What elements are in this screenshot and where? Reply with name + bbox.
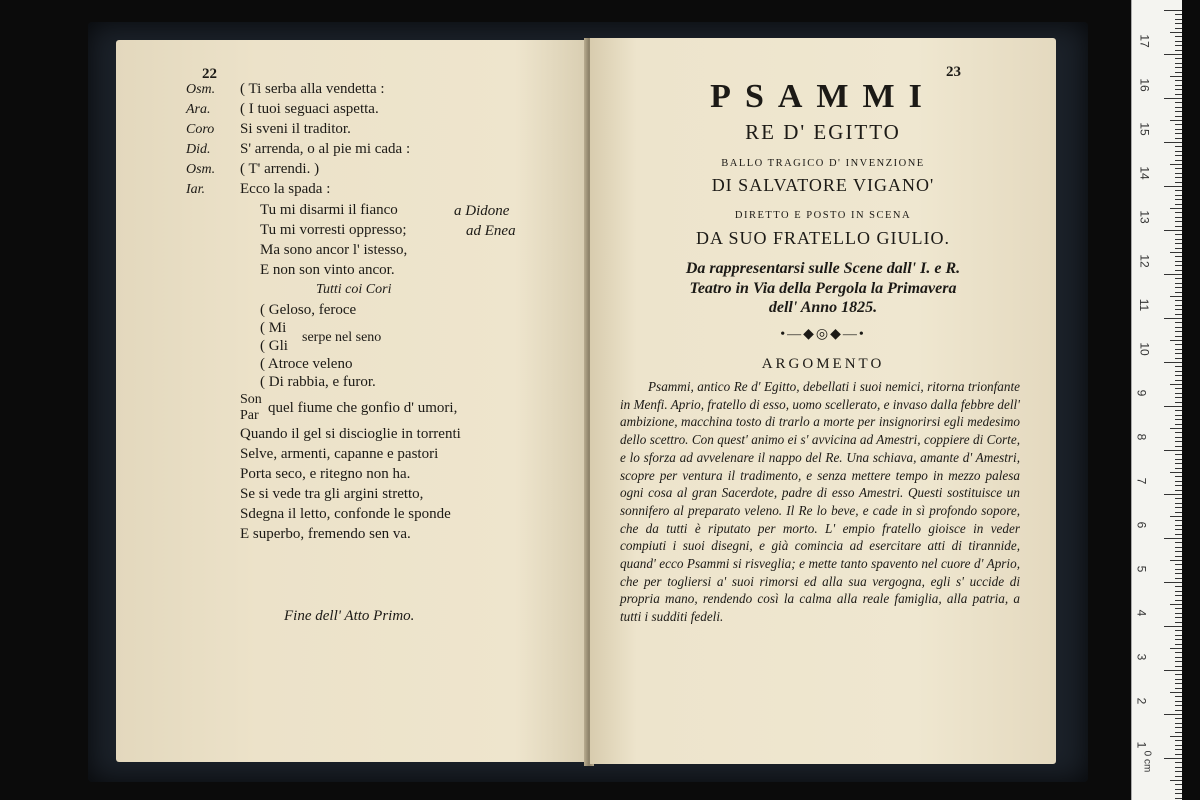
- ruler-tick: [1175, 248, 1182, 249]
- ruler-tick: [1175, 468, 1182, 469]
- ruler-tick: [1175, 41, 1182, 42]
- ruler-tick: [1175, 644, 1182, 645]
- ruler-tick: [1170, 604, 1182, 605]
- ruler-number: 15: [1137, 122, 1152, 136]
- ruler-tick: [1175, 534, 1182, 535]
- ruler-tick: [1170, 164, 1182, 165]
- ruler-tick: [1175, 723, 1182, 724]
- verse-line: Par: [240, 408, 259, 423]
- ruler-tick: [1175, 309, 1182, 310]
- ruler-tick: [1170, 296, 1182, 297]
- ruler-tick: [1175, 72, 1182, 73]
- verse-line: E superbo, fremendo sen va.: [240, 526, 411, 542]
- stage-direction: ad Enea: [466, 223, 516, 239]
- ruler-tick: [1175, 767, 1182, 768]
- ruler-tick: [1164, 318, 1182, 319]
- ruler-number: 7: [1134, 477, 1149, 485]
- ruler-tick: [1175, 14, 1182, 15]
- ruler-tick: [1175, 630, 1182, 631]
- speaker-label: Iar.: [186, 182, 206, 197]
- right-page: [590, 38, 1056, 764]
- ruler-tick: [1175, 740, 1182, 741]
- ruler-number: 10: [1137, 342, 1152, 356]
- verse-line: ( Mi: [260, 320, 287, 336]
- ruler-tick: [1175, 204, 1182, 205]
- ruler-tick: [1175, 424, 1182, 425]
- ruler-tick: [1170, 472, 1182, 473]
- ruler-tick: [1175, 305, 1182, 306]
- ruler-tick: [1175, 762, 1182, 763]
- ruler-tick: [1175, 578, 1182, 579]
- ruler-tick: [1175, 556, 1182, 557]
- ruler-tick: [1175, 529, 1182, 530]
- ruler-tick: [1175, 463, 1182, 464]
- ruler-tick: [1175, 388, 1182, 389]
- ruler-tick: [1175, 793, 1182, 794]
- ruler-tick: [1175, 94, 1182, 95]
- ruler-number: 13: [1137, 210, 1152, 224]
- ruler-tick: [1175, 652, 1182, 653]
- ruler-tick: [1164, 538, 1182, 539]
- ruler-tick: [1170, 736, 1182, 737]
- ruler-number: 4: [1134, 609, 1149, 617]
- ruler-tick: [1175, 569, 1182, 570]
- ruler-tick: [1175, 705, 1182, 706]
- ruler-tick: [1175, 710, 1182, 711]
- ruler-tick: [1175, 336, 1182, 337]
- ruler-tick: [1175, 67, 1182, 68]
- ruler-tick: [1175, 498, 1182, 499]
- title: PSAMMI: [710, 78, 936, 115]
- direction-line: DIRETTO E POSTO IN SCENA: [734, 210, 912, 221]
- ruler-tick: [1175, 661, 1182, 662]
- ruler-tick: [1175, 287, 1182, 288]
- ruler-tick: [1175, 160, 1182, 161]
- argument-paragraph: Psammi, antico Re d' Egitto, debellati i suoi nemici, ritorna trionfante in Menfi. Aprio, fratello di esso, uomo scellerato, e invaso dalla febbre dell' ambizione, macchina tosto di trarlo a morte per insignorirsi egli medesimo dello scettro. Con quest' animo ei s' avvicina ad Amestri, coppiere di Corte, e lo sforza ad avvelenare il nappo del Re. Una schiava, amante d' Amestri, scopre per ventura il tradimento, e senza mettere tempo in mezzo palesa ogni cosa al gran Sacerdote, padre di esso Amestri. Questi sostituisce un sonnifero al preparato veleno. Il Re lo beve, e cade in sì profondo sopore, che da tutti è riputato per morto. L' empio fratello gioisce in veder compiuti i suoi disegni, e già comincia ad esercitare atti di tirannide, quand' ecco Psammi si risveglia; e mette tanto spavento nel cuore d' Aprio, che per togliersi a' suoi rimorsi ed alla sua vergogna, egli s' uccide di propria mano, rendendo così la calma alla reale famiglia, alla patria, a tutti i sudditi fedeli.: [620, 379, 1020, 625]
- verse-line: ( Di rabbia, e furor.: [260, 374, 376, 390]
- ruler-tick: [1175, 102, 1182, 103]
- ruler-tick: [1175, 111, 1182, 112]
- speaker-label: Osm.: [186, 162, 216, 177]
- ruler-tick: [1175, 116, 1182, 117]
- ruler-tick: [1175, 595, 1182, 596]
- ruler-tick: [1175, 446, 1182, 447]
- verse-line: Sdegna il letto, confonde le sponde: [240, 506, 451, 522]
- ruler-tick: [1175, 432, 1182, 433]
- ruler-tick: [1164, 582, 1182, 583]
- ruler-tick: [1175, 481, 1182, 482]
- ruler-tick: [1175, 261, 1182, 262]
- ruler-tick: [1175, 485, 1182, 486]
- ruler-tick: [1175, 701, 1182, 702]
- ruler-tick: [1175, 573, 1182, 574]
- ruler-number: 8: [1134, 433, 1149, 441]
- ruler-number: 3: [1134, 653, 1149, 661]
- author-line: DI SALVATORE VIGANO': [711, 175, 935, 195]
- ruler-tick: [1175, 80, 1182, 81]
- ruler-tick: [1175, 173, 1182, 174]
- ruler-tick: [1175, 58, 1182, 59]
- ruler-tick: [1175, 371, 1182, 372]
- ruler-tick: [1175, 23, 1182, 24]
- ruler-tick: [1164, 186, 1182, 187]
- date-line: dell' Anno 1825.: [768, 299, 878, 316]
- speaker-label: Osm.: [186, 82, 216, 97]
- ruler-tick: [1170, 648, 1182, 649]
- verse-line: ( T' arrendi. ): [240, 161, 320, 177]
- ruler-tick: [1175, 441, 1182, 442]
- ruler-number: 16: [1137, 78, 1152, 92]
- director-line: DA SUO FRATELLO GIULIO.: [696, 228, 950, 248]
- verse-line: quel fiume che gonfio d' umori,: [268, 400, 458, 416]
- ruler-tick: [1175, 635, 1182, 636]
- ruler-tick: [1175, 639, 1182, 640]
- ruler-tick: [1175, 674, 1182, 675]
- verse-line: Se si vede tra gli argini stretto,: [240, 486, 424, 502]
- ruler-tick: [1175, 507, 1182, 508]
- verse-line: Quando il gel si discioglie in torrenti: [240, 426, 461, 442]
- verse-line: ( Geloso, feroce: [260, 302, 357, 318]
- ruler-tick: [1164, 10, 1182, 11]
- ruler-tick: [1175, 745, 1182, 746]
- ruler-tick: [1175, 45, 1182, 46]
- stage-direction: Tutti coi Cori: [316, 282, 392, 297]
- verse-line: Ecco la spada :: [240, 181, 331, 197]
- ruler-tick: [1175, 789, 1182, 790]
- verse-line: S' arrenda, o al pie mi cada :: [240, 141, 411, 157]
- ruler-tick: [1175, 375, 1182, 376]
- ruler-tick: [1175, 243, 1182, 244]
- ruler-tick: [1175, 393, 1182, 394]
- ruler-tick: [1175, 314, 1182, 315]
- ruler-tick: [1175, 688, 1182, 689]
- ruler-tick: [1175, 419, 1182, 420]
- ruler-tick: [1170, 208, 1182, 209]
- ruler-tick: [1175, 402, 1182, 403]
- verse-line: serpe nel seno: [302, 330, 382, 345]
- ruler-tick: [1175, 410, 1182, 411]
- ruler-tick: [1175, 278, 1182, 279]
- verse-line: ( I tuoi seguaci aspetta.: [240, 101, 379, 117]
- ruler-tick: [1175, 138, 1182, 139]
- ruler-tick: [1175, 36, 1182, 37]
- verse-line: Son: [240, 392, 262, 407]
- ruler-tick: [1175, 666, 1182, 667]
- ruler-tick: [1175, 89, 1182, 90]
- verse-line: Selve, armenti, capanne e pastori: [240, 446, 439, 462]
- verse-line: Tu mi disarmi il fianco: [260, 202, 398, 218]
- genre-line: BALLO TRAGICO D' INVENZIONE: [721, 158, 925, 169]
- ruler-tick: [1175, 454, 1182, 455]
- ruler-tick: [1175, 459, 1182, 460]
- ruler-tick: [1175, 190, 1182, 191]
- ruler-tick: [1175, 195, 1182, 196]
- ruler-tick: [1175, 591, 1182, 592]
- ruler-tick: [1175, 322, 1182, 323]
- speaker-label: Ara.: [186, 102, 211, 117]
- ruler-tick: [1175, 239, 1182, 240]
- ruler-tick: [1175, 199, 1182, 200]
- ruler-tick: [1175, 503, 1182, 504]
- ruler-tick: [1175, 146, 1182, 147]
- section-heading: ARGOMENTO: [761, 356, 885, 372]
- venue-line: Da rappresentarsi sulle Scene dall' I. e R.: [685, 260, 961, 277]
- ruler-tick: [1175, 586, 1182, 587]
- ruler-tick: [1164, 450, 1182, 451]
- ruler-tick: [1170, 384, 1182, 385]
- ruler-tick: [1170, 76, 1182, 77]
- ruler-tick: [1164, 714, 1182, 715]
- ruler-tick: [1170, 560, 1182, 561]
- ruler-tick: [1175, 798, 1182, 799]
- ruler-tick: [1175, 292, 1182, 293]
- ruler-tick: [1175, 168, 1182, 169]
- ruler-tick: [1175, 380, 1182, 381]
- verse-line: Si sveni il traditor.: [240, 121, 351, 137]
- ruler-tick: [1175, 547, 1182, 548]
- ruler-number: 12: [1137, 254, 1152, 268]
- ruler-number: 11: [1137, 298, 1152, 312]
- ruler-tick: [1175, 771, 1182, 772]
- ruler-tick: [1175, 600, 1182, 601]
- ruler-tick: [1175, 397, 1182, 398]
- act-end-footer: Fine dell' Atto Primo.: [284, 608, 415, 624]
- ruler-tick: [1164, 362, 1182, 363]
- ruler-tick: [1175, 270, 1182, 271]
- ruler-tick: [1164, 230, 1182, 231]
- stage-direction: a Didone: [454, 203, 510, 219]
- speaker-label: Did.: [186, 142, 211, 157]
- ruler-tick: [1175, 344, 1182, 345]
- ruler-tick: [1175, 349, 1182, 350]
- ornament-divider: •—◆◎◆—•: [780, 327, 866, 342]
- verse-line: Porta seco, e ritegno non ha.: [240, 466, 411, 482]
- ruler-tick: [1170, 32, 1182, 33]
- ruler-tick: [1175, 300, 1182, 301]
- ruler-number: 9: [1134, 389, 1149, 397]
- verse-line: ( Ti serba alla vendetta :: [240, 81, 385, 97]
- ruler-tick: [1175, 327, 1182, 328]
- ruler-tick: [1164, 670, 1182, 671]
- ruler-tick: [1175, 784, 1182, 785]
- ruler-tick: [1175, 353, 1182, 354]
- ruler-tick: [1175, 657, 1182, 658]
- ruler-unit: 0 cm: [1141, 750, 1153, 773]
- verse-line: E non son vinto ancor.: [260, 262, 395, 278]
- ruler-tick: [1164, 406, 1182, 407]
- ruler-tick: [1170, 692, 1182, 693]
- ruler-tick: [1175, 50, 1182, 51]
- speaker-label: Coro: [186, 122, 215, 137]
- ruler-tick: [1175, 415, 1182, 416]
- verse-line: ( Gli: [260, 338, 288, 354]
- ruler-tick: [1175, 107, 1182, 108]
- ruler-tick: [1175, 226, 1182, 227]
- verse-line: Tu mi vorresti oppresso;: [260, 222, 407, 238]
- ruler-tick: [1164, 626, 1182, 627]
- ruler-tick: [1175, 182, 1182, 183]
- ruler-tick: [1175, 19, 1182, 20]
- ruler-tick: [1175, 265, 1182, 266]
- ruler-tick: [1175, 617, 1182, 618]
- ruler-tick: [1175, 437, 1182, 438]
- ruler-tick: [1175, 727, 1182, 728]
- ruler-tick: [1164, 142, 1182, 143]
- ruler-tick: [1175, 28, 1182, 29]
- ruler-tick: [1175, 217, 1182, 218]
- ruler-tick: [1175, 234, 1182, 235]
- ruler-number: 2: [1134, 697, 1149, 705]
- page-number: 22: [202, 66, 217, 82]
- page-number: 23: [946, 64, 961, 80]
- ruler-tick: [1164, 54, 1182, 55]
- ruler-tick: [1175, 221, 1182, 222]
- ruler-tick: [1175, 696, 1182, 697]
- ruler-tick: [1175, 358, 1182, 359]
- ruler-tick: [1175, 776, 1182, 777]
- ruler-tick: [1175, 683, 1182, 684]
- ruler-tick: [1164, 494, 1182, 495]
- ruler-tick: [1175, 177, 1182, 178]
- ruler-tick: [1175, 542, 1182, 543]
- ruler-tick: [1175, 366, 1182, 367]
- ruler-tick: [1170, 120, 1182, 121]
- ruler-tick: [1164, 98, 1182, 99]
- ruler-tick: [1170, 428, 1182, 429]
- subtitle: RE D' EGITTO: [745, 120, 901, 144]
- ruler-tick: [1175, 525, 1182, 526]
- ruler-tick: [1175, 85, 1182, 86]
- ruler-tick: [1175, 679, 1182, 680]
- ruler-tick: [1175, 129, 1182, 130]
- ruler-tick: [1175, 63, 1182, 64]
- ruler-tick: [1175, 151, 1182, 152]
- left-page: [116, 40, 586, 762]
- ruler-tick: [1175, 622, 1182, 623]
- ruler-number: 17: [1137, 34, 1152, 48]
- ruler-tick: [1175, 256, 1182, 257]
- ruler-tick: [1164, 274, 1182, 275]
- ruler-tick: [1175, 490, 1182, 491]
- ruler-tick: [1175, 613, 1182, 614]
- ruler-tick: [1170, 516, 1182, 517]
- ruler-tick: [1175, 718, 1182, 719]
- ruler-tick: [1175, 564, 1182, 565]
- ruler-tick: [1175, 124, 1182, 125]
- measuring-ruler: [1131, 0, 1182, 800]
- ruler-tick: [1175, 732, 1182, 733]
- ruler-number: 14: [1137, 166, 1152, 180]
- ruler-tick: [1175, 331, 1182, 332]
- venue-line: Teatro in Via della Pergola la Primavera: [689, 280, 957, 297]
- ruler-tick: [1164, 758, 1182, 759]
- ruler-tick: [1170, 780, 1182, 781]
- ruler-tick: [1175, 754, 1182, 755]
- ruler-tick: [1175, 476, 1182, 477]
- ruler-tick: [1175, 551, 1182, 552]
- ruler-tick: [1175, 520, 1182, 521]
- ruler-number: 5: [1134, 565, 1149, 573]
- ruler-number: 1: [1134, 741, 1149, 749]
- ruler-tick: [1170, 340, 1182, 341]
- ruler-tick: [1175, 512, 1182, 513]
- ruler-tick: [1175, 133, 1182, 134]
- ruler-tick: [1175, 155, 1182, 156]
- ruler-tick: [1170, 252, 1182, 253]
- ruler-number: 6: [1134, 521, 1149, 529]
- ruler-tick: [1175, 283, 1182, 284]
- ruler-tick: [1175, 212, 1182, 213]
- ruler-tick: [1175, 749, 1182, 750]
- ruler-tick: [1175, 608, 1182, 609]
- verse-line: ( Atroce veleno: [260, 356, 353, 372]
- verse-line: Ma sono ancor l' istesso,: [260, 242, 408, 258]
